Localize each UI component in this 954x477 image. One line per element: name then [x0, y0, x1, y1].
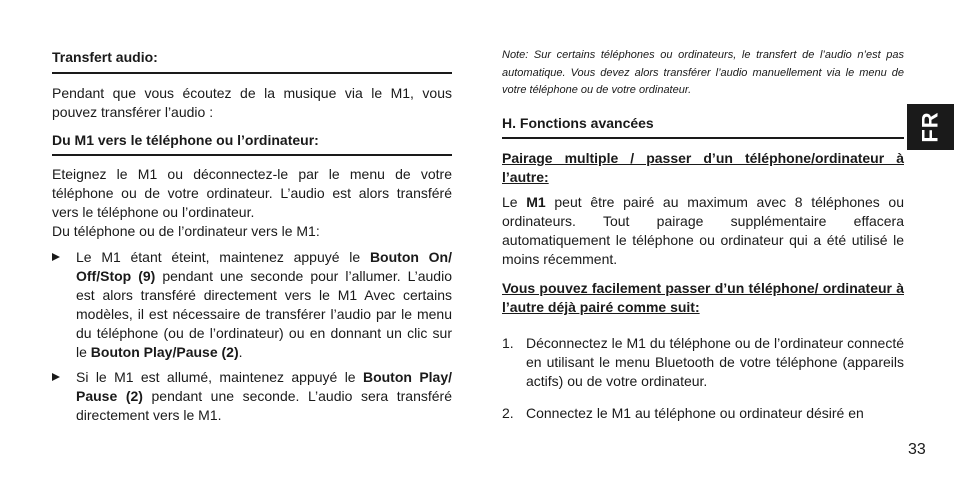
note-text: Note: Sur certains téléphones ou ordinateurs, le transfert de l’audio n’est pas automatique. Vous devez alors transférer l’audio manuellement via le menu de votre téléphone ou de votre ordinateur. [502, 49, 904, 96]
heading-rule [502, 137, 904, 139]
heading-transfert-audio: Transfert audio: [52, 49, 158, 65]
bullet-item-2: Si le M1 est allumé, maintenez appuyé le Bouton Play/ Pause (2) pendant une seconde. L’audio sera transféré directement vers le M1. [52, 368, 452, 425]
list-item: 1. Déconnectez le M1 du téléphone ou de l’ordinateur connecté en utilisant le menu Bluetooth de votre téléphone (appareils actifs) ou de votre ordinateur. [502, 335, 904, 389]
language-tab: FR [907, 104, 954, 150]
heading-fonctions-avancees: H. Fonctions avancées [502, 115, 654, 131]
bullet-item-1: Le M1 étant éteint, maintenez appuyé le Bouton On/ Off/Stop (9) pendant une seconde pour l’allumer. L’audio est alors transféré directement vers le M1 Avec certains modèles, il est nécessaire de transférer l’audio par le menu du téléphone (ou de l’ordinateur) ou en donnant un clic sur le Bouton Play/Pause (2). [52, 248, 452, 362]
paragraph-m1-to-phone: Eteignez le M1 ou déconnectez-le par le menu de votre téléphone ou de votre ordinateur. L’audio est alors transféré vers le téléphone ou l’ordinateur. [52, 166, 452, 220]
heading-m1-to-phone: Du M1 vers le téléphone ou l’ordinateur: [52, 132, 319, 148]
heading-rule [52, 72, 452, 74]
subheading-switch-devices: Vous pouvez facilement passer d’un téléphone/ ordinateur à l’autre déjà pairé comme suit: [502, 280, 904, 315]
triangle-bullet-icon [52, 373, 60, 381]
paragraph-phone-to-m1: Du téléphone ou de l’ordinateur vers le M1: [52, 223, 320, 239]
page-number: 33 [908, 441, 926, 458]
heading-rule [52, 154, 452, 156]
list-item: 2. Connectez le M1 au téléphone ou ordinateur désiré en [502, 405, 864, 421]
triangle-bullet-icon [52, 253, 60, 261]
subheading-pairage-multiple: Pairage multiple / passer d’un téléphone/ordinateur à l’autre: [502, 150, 904, 185]
paragraph-intro: Pendant que vous écoutez de la musique via le M1, vous pouvez transférer l’audio : [52, 85, 452, 120]
paragraph-pairage: Le M1 peut être pairé au maximum avec 8 téléphones ou ordinateurs. Tout pairage supplémentaire effacera automatiquement le téléphone ou ordinateur qui a été utilisé le moins récemment. [502, 194, 905, 267]
